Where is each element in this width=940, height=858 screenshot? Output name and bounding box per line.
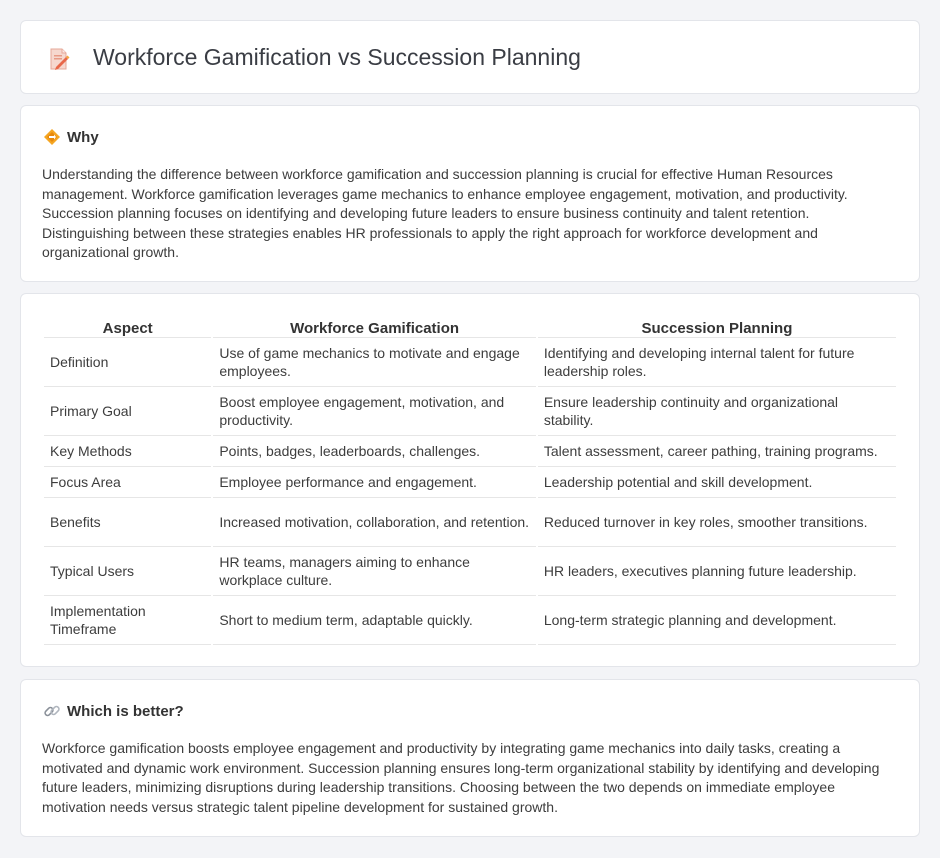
- table-cell: Reduced turnover in key roles, smoother transitions.: [538, 498, 896, 547]
- table-cell: Employee performance and engagement.: [213, 467, 536, 498]
- column-header-gamification: Workforce Gamification: [213, 315, 536, 338]
- table-row: [44, 338, 896, 387]
- table-cell: HR leaders, executives planning future leadership.: [538, 547, 896, 596]
- why-heading: [43, 128, 99, 146]
- table-cell: Key Methods: [44, 436, 211, 467]
- link-icon: [43, 702, 61, 720]
- which-better-section: [20, 679, 920, 837]
- table-cell: Boost employee engagement, motivation, and productivity.: [213, 387, 536, 436]
- table-cell: Identifying and developing internal talent for future leadership roles.: [538, 338, 896, 387]
- table-cell: Benefits: [44, 498, 211, 547]
- table-cell: Typical Users: [44, 547, 211, 596]
- table-cell: Primary Goal: [44, 387, 211, 436]
- why-paragraph: Understanding the difference between workforce gamification and succession planning is crucial for effective Human Resources management. Workforce gamification leverages game mechanics to enhance employee engagement, motivation, and productivity. Succession planning focuses on identifying and developing future leaders to ensure business continuity and talent retention. Distinguishing between these strategies enables HR professionals to apply the right approach for workforce development and organizational growth.: [42, 166, 848, 261]
- which-better-heading: [43, 702, 184, 720]
- table-row: [44, 498, 896, 547]
- which-better-heading-label: Which is better?: [67, 702, 184, 720]
- table-header-row: [44, 315, 896, 338]
- comparison-card: [20, 293, 920, 667]
- table-cell: Implementation Timeframe: [44, 596, 211, 645]
- table-cell: Ensure leadership continuity and organizational stability.: [538, 387, 896, 436]
- table-cell: Short to medium term, adaptable quickly.: [213, 596, 536, 645]
- table-cell: Focus Area: [44, 467, 211, 498]
- table-cell: HR teams, managers aiming to enhance workplace culture.: [213, 547, 536, 596]
- table-cell: Long-term strategic planning and development.: [538, 596, 896, 645]
- table-cell: Definition: [44, 338, 211, 387]
- document-pen-icon: [47, 47, 71, 71]
- table-row: [44, 547, 896, 596]
- column-header-succession: Succession Planning: [538, 315, 896, 338]
- table-row: [44, 436, 896, 467]
- table-cell: Points, badges, leaderboards, challenges.: [213, 436, 536, 467]
- table-cell: Leadership potential and skill development.: [538, 467, 896, 498]
- why-section: [20, 105, 920, 282]
- why-heading-label: Why: [67, 128, 99, 146]
- comparison-table: [42, 315, 898, 645]
- column-header-aspect: Aspect: [44, 315, 211, 338]
- title-card: [20, 20, 920, 94]
- table-cell: Talent assessment, career pathing, training programs.: [538, 436, 896, 467]
- page-title: Workforce Gamification vs Succession Planning: [93, 44, 581, 70]
- table-cell: Increased motivation, collaboration, and retention.: [213, 498, 536, 547]
- which-better-paragraph: Workforce gamification boosts employee engagement and productivity by integrating game mechanics into daily tasks, creating a motivated and dynamic work environment. Succession planning ensures long-term organizational stability by identifying and developing future leaders, minimizing disruptions during leadership transitions. Choosing between the two depends on immediate employee motivation needs versus strategic talent pipeline development for sustained growth.: [42, 740, 880, 815]
- table-row: [44, 596, 896, 645]
- table-row: [44, 467, 896, 498]
- diamond-sign-icon: [43, 128, 61, 146]
- table-row: [44, 387, 896, 436]
- table-cell: Use of game mechanics to motivate and engage employees.: [213, 338, 536, 387]
